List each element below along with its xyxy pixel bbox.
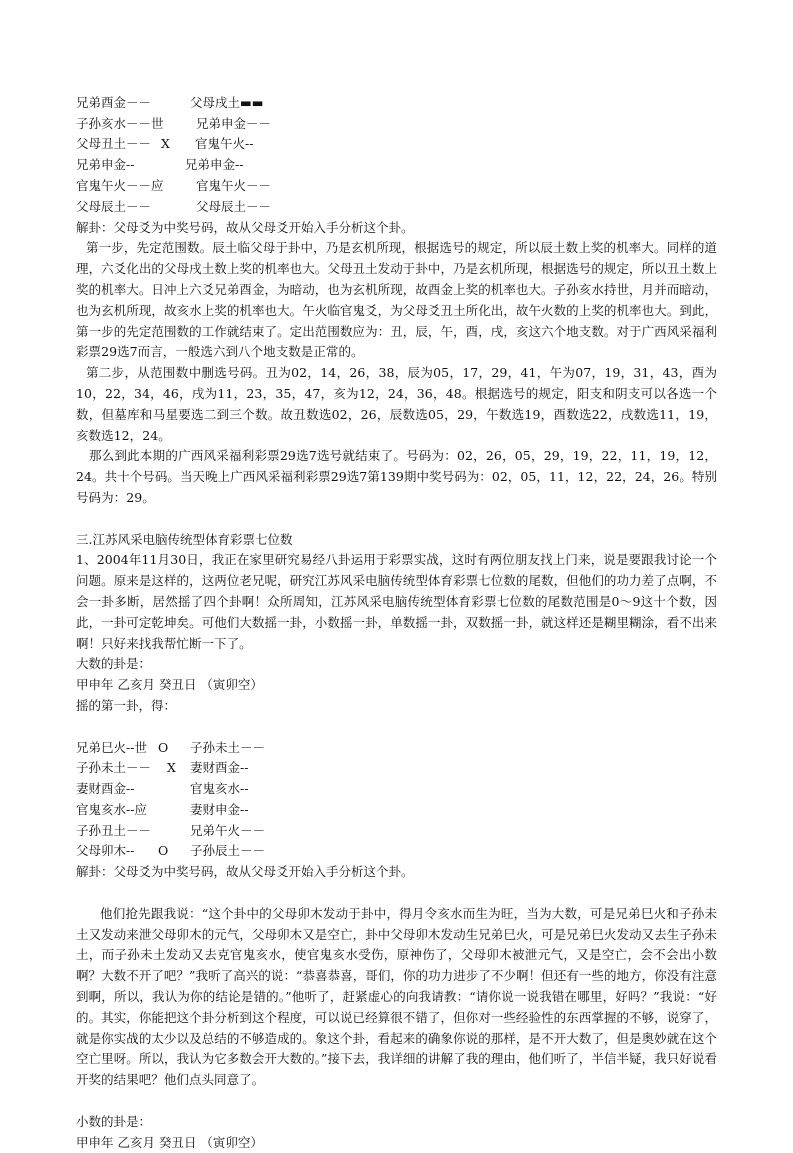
hexagram-row: [76, 134, 717, 155]
row-left: 官鬼亥水--应: [76, 801, 147, 817]
paragraph: 那么到此本期的广西风采福利彩票29选7选号就结束了。号码为：02，26，05，29，19，22，11，19，12，24。共十个号码。当天晚上广西风采福利彩票29选7第139期中奖号码为：02，05，11，12，22，24，26。特别号码为：29。: [76, 448, 717, 505]
hexagram-row: [76, 841, 717, 862]
explanation-line: 解卦：父母爻为中奖号码，故从父母爻开始入手分析这个卦。: [76, 219, 414, 235]
row-right: 兄弟申金－－: [196, 115, 272, 131]
row-left: 子孙丑土－－: [76, 822, 152, 838]
row-right: 兄弟申金--: [185, 157, 244, 173]
row-right: 子孙辰土－－: [190, 843, 266, 859]
big-number-label: 大数的卦是：: [76, 656, 152, 672]
hexagram-row: [76, 93, 717, 114]
row-right: 妻财申金--: [190, 801, 249, 817]
row-left: 兄弟巳火--世: [76, 739, 147, 755]
spacer: [76, 1091, 717, 1112]
document-body: [76, 72, 717, 1153]
row-left: 父母卯木--: [76, 843, 135, 859]
hexagram-row: [76, 176, 717, 197]
paragraph: 第二步，从范围数中删选号码。丑为02，14，26，38，辰为05，17，29，41，午为07，19，31，43，酉为10，22，34，46，戌为11，23，35，47，亥为12，24，36，48。根据选号的规定，阳支和阴支可以各选一个数，但墓库和马星要选二到三个数。故丑数选02，26，辰数选05，29，午数选19，酉数选22，戌数选11，19，亥数选12，24。: [76, 365, 717, 443]
hexagram-row: [76, 821, 717, 842]
row-right: 妻财酉金--: [190, 760, 249, 776]
row-left: 父母丑土－－: [76, 136, 152, 152]
paragraph: 第一步，先定范围数。辰土临父母于卦中，乃是玄机所现，根据选号的规定，所以辰土数上奖的机率大。同样的道理，六爻化出的父母戌土数上奖的机率也大。父母丑土发动于卦中，乃是玄机所现，根据选号的规定，所以丑土数上奖的机率大。日冲上六爻兄弟酉金，为暗动，也为玄机所现，故酉金上奖的机率也大。子孙亥水持世，月并而暗动，也为玄机所现，故亥水上奖的机率也大。午火临官鬼爻，为父母爻丑土所化出，故午火数的上奖的机率也大。到此，第一步的先定范围数的工作就结束了。定出范围数应为：丑，辰，午，酉，戌，亥这六个地支数。对于广西风采福利彩票29选7而言，一般选六到八个地支数是正常的。: [76, 240, 717, 360]
spacer: [76, 883, 717, 904]
hexagram-header: [76, 72, 717, 93]
row-left: 子孙未土－－: [76, 760, 152, 776]
spacer: [76, 509, 717, 530]
row-right: 官鬼午火－－: [196, 177, 272, 193]
row-right: 官鬼午火--: [195, 136, 254, 152]
hexagram-row: [76, 155, 717, 176]
hexagram-row: [76, 758, 717, 779]
section-heading: 三.江苏风采电脑传统型体育彩票七位数: [76, 531, 293, 547]
row-left: 子孙亥水－－世: [76, 115, 164, 131]
hexagram-row: [76, 779, 717, 800]
row-right: 兄弟午火－－: [190, 822, 266, 838]
row-right: 官鬼亥水--: [190, 781, 249, 797]
small-number-label: 小数的卦是：: [76, 1113, 152, 1129]
row-left: 官鬼午火－－应: [76, 177, 164, 193]
hexagram-header: [76, 717, 717, 738]
explanation-line: 解卦：父母爻为中奖号码，故从父母爻开始入手分析这个卦。: [76, 864, 414, 880]
paragraph: 他们抢先跟我说：“这个卦中的父母卯木发动于卦中，得月令亥水而生为旺，当为大数，可是兄弟巳火和子孙未土又发动来泄父母卯木的元气，父母卯木又是空亡，卦中父母卯木发动生兄弟巳火，可是兄弟巳火发动又去生子孙未土，而子孙未土发动又去克官鬼亥水，使官鬼亥水受伤，原神伤了，父母卯木被泄元气，又是空亡，会不会出小数啊？大数不开了吧？”我听了高兴的说：“恭喜恭喜，哥们，你的功力进步了不少啊！但还有一些的地方，你没有注意到啊，所以，我认为你的结论是错的。”他听了，赶紧虚心的向我请教：“请你说一说我错在哪里，好吗？”我说：“好的。其实，你能把这个卦分析到这个程度，可以说已经算很不错了，但你对一些经验性的东西掌握的不够，说穿了，就是你实战的太少以及总结的不够造成的。象这个卦，看起来的确象你说的那样，是不开大数了，但是奥妙就在这个空亡里呀。所以，我认为它多数会开大数的。”接下去，我详细的讲解了我的理由，他们听了，半信半疑，我只好说看开奖的结果吧？他们点头同意了。: [76, 905, 717, 1088]
first-draw-label: 摇的第一卦，得：: [76, 697, 177, 713]
date-line: 甲申年 乙亥月 癸丑日 （寅卯空）: [76, 677, 263, 693]
row-mark: X: [161, 136, 170, 152]
row-right: 父母辰土－－: [196, 198, 272, 214]
row-left: 兄弟申金--: [76, 157, 135, 173]
row-left: 父母辰土－－: [76, 198, 152, 214]
row-mark: O: [158, 739, 169, 755]
row-right: 子孙未土－－: [190, 739, 266, 755]
date-line: 甲申年 乙亥月 癸丑日 （寅卯空）: [76, 1134, 263, 1150]
row-left: 兄弟酉金－－: [76, 94, 152, 110]
hexagram-row: [76, 738, 717, 759]
row-left: 妻财酉金--: [76, 781, 135, 797]
hexagram-row: [76, 114, 717, 135]
row-right: 父母戌土▬▬: [190, 94, 264, 110]
row-mark: X: [167, 760, 176, 776]
paragraph: 1、2004年11月30日，我正在家里研究易经八卦运用于彩票实战，这时有两位朋友找上门来，说是要跟我讨论一个问题。原来是这样的，这两位老兄呢，研究江苏风采电脑传统型体育彩票七位数的尾数，但他们的功力差了点啊，不会一卦多断，居然摇了四个卦啊！众所周知，江苏风采电脑传统型体育彩票七位数的尾数范围是0～9这十个数，因此，一卦可定乾坤矣。可他们大数摇一卦，小数摇一卦，单数摇一卦，双数摇一卦，就这样还是糊里糊涂，看不出来啊！只好来找我帮忙断一下了。: [76, 552, 717, 651]
hexagram-row: [76, 197, 717, 218]
hexagram-row: [76, 800, 717, 821]
row-mark: O: [158, 843, 169, 859]
